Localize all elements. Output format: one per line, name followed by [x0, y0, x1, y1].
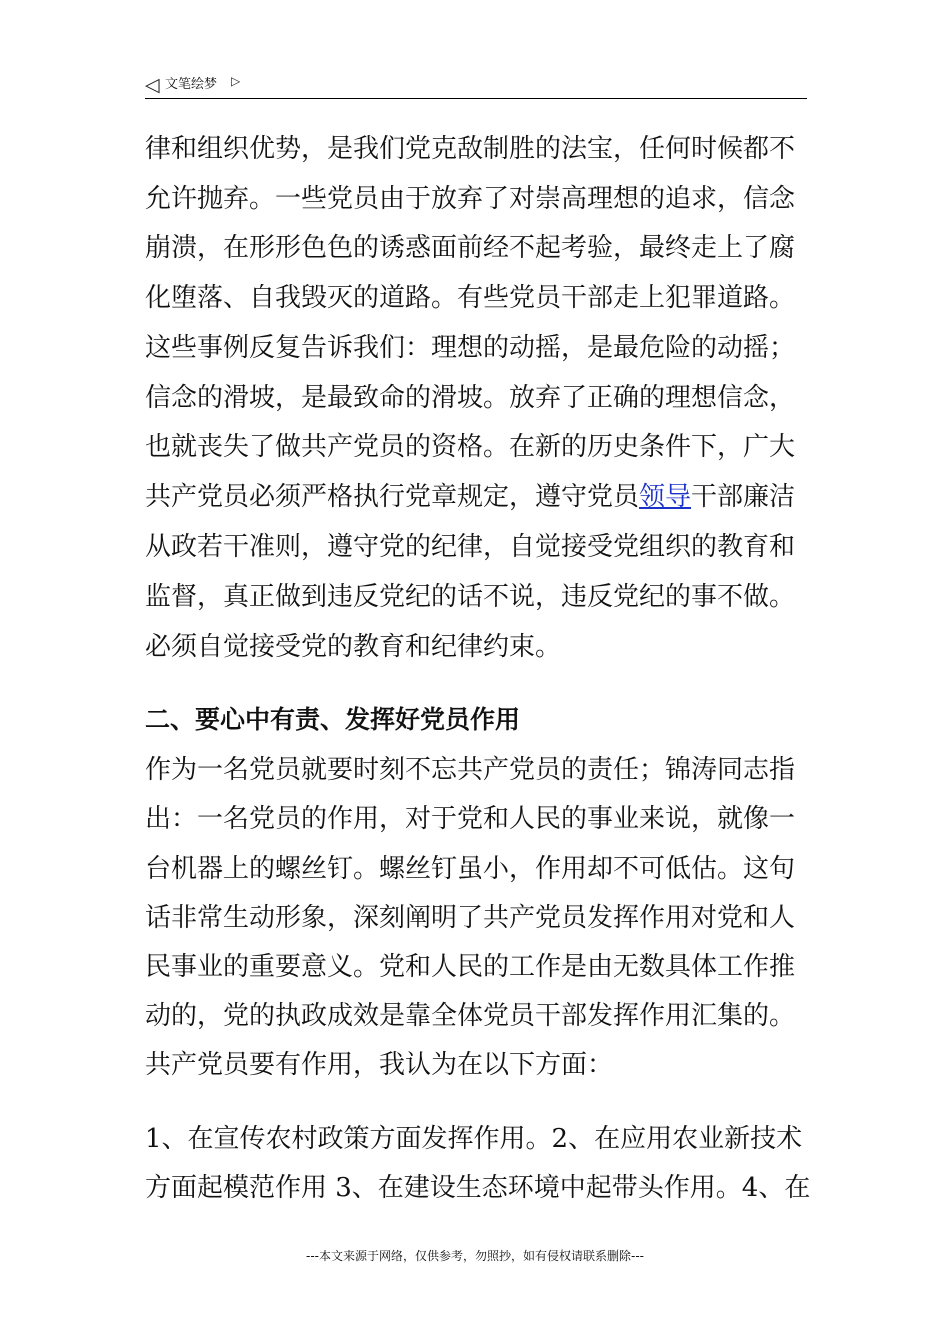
body-line-with-link [145, 482, 795, 512]
body-line: 信念的滑坡，是最致命的滑坡。放弃了正确的理想信念， [145, 383, 796, 413]
body-line: 动的，党的执政成效是靠全体党员干部发挥作用汇集的。 [145, 1001, 796, 1031]
body-line: 1、在宣传农村政策方面发挥作用。2、在应用农业新技术 [145, 1124, 803, 1154]
body-line: 话非常生动形象，深刻阐明了共产党员发挥作用对党和人 [145, 903, 796, 933]
body-line: 出：一名党员的作用，对于党和人民的事业来说，就像一 [145, 804, 796, 834]
leader-link[interactable]: 领导 [639, 482, 692, 512]
body-line: 台机器上的螺丝钉。螺丝钉虽小，作用却不可低估。这句 [145, 854, 796, 884]
left-triangle-icon: ◁ [145, 74, 160, 96]
body-line: 监督，真正做到违反党纪的话不说，违反党纪的事不做。 [145, 582, 796, 612]
body-line: 律和组织优势，是我们党克敌制胜的法宝，任何时候都不 [145, 134, 796, 164]
body-line: 也就丧失了做共产党员的资格。在新的历史条件下，广大 [145, 432, 796, 462]
footer-disclaimer: ---本文来源于网络，仅供参考，勿照抄，如有侵权请联系删除--- [306, 1249, 644, 1263]
body-line: 必须自觉接受党的教育和纪律约束。 [145, 632, 562, 662]
text-after-link: 干部廉洁 [691, 482, 796, 512]
body-line: 民事业的重要意义。党和人民的工作是由无数具体工作推 [145, 952, 796, 982]
body-line: 从政若干准则，遵守党的纪律，自觉接受党组织的教育和 [145, 532, 796, 562]
body-line: 作为一名党员就要时刻不忘共产党员的责任；锦涛同志指 [145, 755, 796, 785]
text-before-link: 共产党员必须严格执行党章规定，遵守党员 [145, 482, 640, 512]
body-line: 共产党员要有作用，我认为在以下方面： [145, 1050, 614, 1080]
right-triangle-icon: ▷ [231, 74, 241, 88]
page-header [145, 72, 807, 99]
body-line: 崩溃，在形形色色的诱惑面前经不起考验，最终走上了腐 [145, 233, 796, 263]
header-title: 文笔绘梦 [165, 77, 218, 92]
body-line: 这些事例反复告诉我们：理想的动摇，是最危险的动摇； [145, 333, 796, 363]
body-line: 方面起模范作用 3、在建设生态环境中起带头作用。4、在 [145, 1173, 811, 1203]
body-line: 化堕落、自我毁灭的道路。有些党员干部走上犯罪道路。 [145, 283, 796, 313]
section-heading: 二、要心中有责、发挥好党员作用 [145, 705, 521, 734]
body-line: 允许抛弃。一些党员由于放弃了对崇高理想的追求，信念 [145, 184, 796, 214]
